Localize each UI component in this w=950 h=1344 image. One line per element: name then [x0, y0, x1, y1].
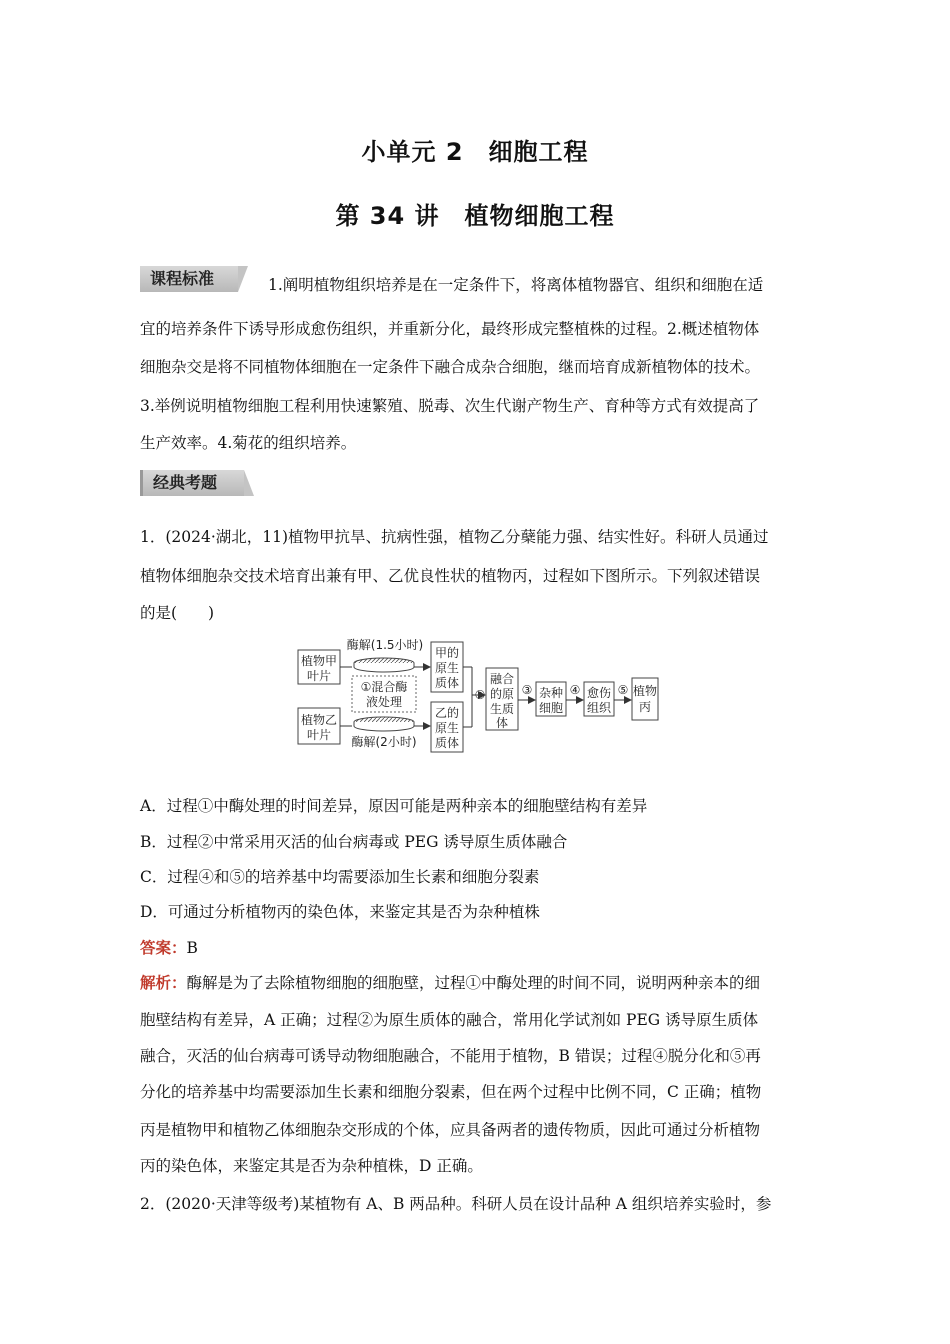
standard-line-5: 生产效率。4.菊花的组织培养。 — [140, 434, 357, 452]
svg-text:体: 体 — [495, 716, 509, 730]
standard-line-2: 宜的培养条件下诱导形成愈伤组织，并重新分化，最终形成完整植株的过程。2.概述植物体 — [140, 320, 760, 338]
step-5-label: ⑤ — [617, 683, 629, 697]
svg-text:叶片: 叶片 — [306, 728, 332, 742]
svg-text:原生: 原生 — [434, 661, 460, 675]
svg-text:杂种: 杂种 — [538, 686, 564, 700]
analysis-line-6: 丙的染色体，来鉴定其是否为杂种植株，D 正确。 — [140, 1157, 483, 1175]
standard-line-3: 细胞杂交是将不同植物体细胞在一定条件下融合成杂合细胞，继而培育成新植物体的技术。 — [140, 358, 761, 376]
standard-line-1: 1.阐明植物组织培养是在一定条件下，将离体植物器官、组织和细胞在适 — [268, 276, 764, 294]
svg-text:叶片: 叶片 — [306, 669, 332, 683]
analysis-line-4: 分化的培养基中均需要添加生长素和细胞分裂素，但在两个过程中比例不同，C 正确；植物 — [140, 1083, 762, 1101]
svg-text:植物甲: 植物甲 — [300, 654, 338, 668]
analysis-line-1: 解析：酶解是为了去除植物细胞的细胞壁，过程①中酶处理的时间不同，说明两种亲本的细 — [140, 974, 761, 992]
leaf-b-box — [298, 708, 340, 744]
classic-questions-tag: 经典考题 — [140, 470, 244, 496]
protoplast-a-box — [431, 642, 463, 692]
petri-dish-b — [354, 717, 414, 731]
svg-text:原生: 原生 — [434, 721, 460, 735]
option-d: D．可通过分析植物丙的染色体，来鉴定其是否为杂种植株 — [140, 903, 540, 921]
q1-stem-line-3: 的是( ) — [140, 604, 215, 622]
answer-value: B — [186, 939, 198, 957]
q1-stem-line-1: 1．(2024·湖北，11)植物甲抗旱、抗病性强，植物乙分蘖能力强、结实性好。科研人员通过 — [140, 528, 769, 546]
fused-protoplast-box — [486, 668, 518, 730]
svg-text:液处理: 液处理 — [365, 695, 403, 709]
svg-text:植物乙: 植物乙 — [300, 713, 338, 727]
step-4-label: ④ — [569, 683, 581, 697]
svg-text:丙: 丙 — [638, 700, 652, 714]
merge-bracket — [463, 667, 472, 727]
svg-text:①混合酶: ①混合酶 — [360, 680, 408, 694]
mixed-enzyme-box — [352, 676, 416, 712]
lecture-title: 第 34 讲 植物细胞工程 — [335, 202, 615, 230]
q2-stem-line-1: 2．(2020·天津等级考)某植物有 A、B 两品种。科研人员在设计品种 A 组织培养实验时，参 — [140, 1195, 772, 1213]
hybrid-cell-box — [536, 682, 566, 716]
analysis-line-5: 丙是植物甲和植物乙体细胞杂交形成的个体，应具备两者的遗传物质，因此可通过分析植物 — [140, 1121, 761, 1139]
option-c: C．过程④和⑤的培养基中均需要添加生长素和细胞分裂素 — [140, 868, 540, 886]
q1-stem-line-2: 植物体细胞杂交技术培育出兼有甲、乙优良性状的植物丙，过程如下图所示。下列叙述错误 — [140, 567, 761, 585]
process-diagram — [292, 638, 672, 754]
protoplast-b-box — [431, 702, 463, 752]
enzyme-b-label: 酶解(2小时) — [351, 735, 417, 749]
callus-box — [584, 682, 614, 716]
unit-title: 小单元 2 细胞工程 — [361, 138, 589, 166]
step-2-label: ② — [474, 688, 486, 702]
plant-c-box — [632, 678, 658, 720]
svg-text:乙的: 乙的 — [434, 706, 460, 720]
leaf-a-box — [298, 650, 340, 684]
svg-text:细胞: 细胞 — [538, 701, 564, 715]
option-b: B．过程②中常采用灭活的仙台病毒或 PEG 诱导原生质体融合 — [140, 833, 568, 851]
svg-text:质体: 质体 — [434, 736, 460, 750]
analysis-line-3: 融合，灭活的仙台病毒可诱导动物细胞融合，不能用于植物，B 错误；过程④脱分化和⑤再 — [140, 1047, 761, 1065]
answer-line — [140, 938, 812, 958]
enzyme-a-label: 酶解(1.5小时) — [346, 638, 424, 652]
svg-text:组织: 组织 — [586, 701, 612, 715]
answer-label: 答案： — [140, 939, 187, 957]
petri-dish-a — [354, 658, 414, 672]
svg-text:融合: 融合 — [489, 672, 515, 686]
svg-text:愈伤: 愈伤 — [586, 686, 612, 700]
svg-text:的原: 的原 — [489, 687, 515, 701]
step-3-label: ③ — [521, 683, 533, 697]
svg-text:植物: 植物 — [632, 684, 658, 698]
svg-text:甲的: 甲的 — [434, 646, 460, 660]
analysis-line-2: 胞壁结构有差异，A 正确；过程②为原生质体的融合，常用化学试剂如 PEG 诱导原生质体 — [140, 1011, 759, 1029]
svg-text:质体: 质体 — [434, 676, 460, 690]
analysis-label: 解析： — [140, 974, 187, 992]
svg-text:生质: 生质 — [489, 702, 515, 716]
course-standard-tag: 课程标准 — [140, 266, 238, 292]
standard-line-4: 3.举例说明植物细胞工程利用快速繁殖、脱毒、次生代谢产物生产、育种等方式有效提高了 — [140, 397, 760, 415]
option-a: A．过程①中酶处理的时间差异，原因可能是两种亲本的细胞壁结构有差异 — [140, 797, 648, 815]
